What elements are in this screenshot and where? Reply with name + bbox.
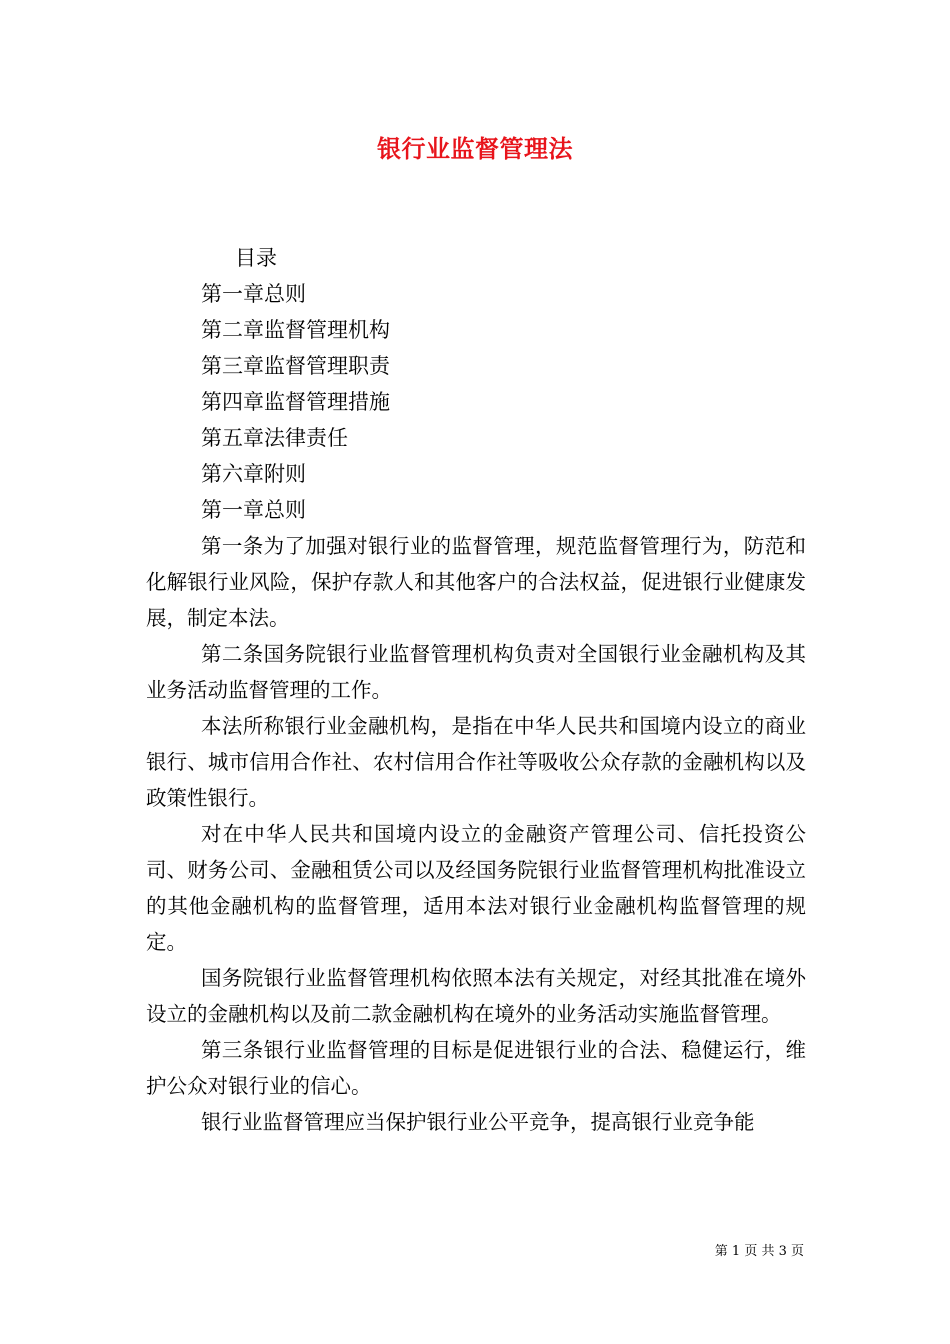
paragraph: 国务院银行业监督管理机构依照本法有关规定，对经其批准在境外设立的金融机构以及前二款金融机构在境外的业务活动实施监督管理。 <box>146 966 806 1026</box>
document-title: 银行业监督管理法 <box>377 134 573 163</box>
paragraph: 第三条银行业监督管理的目标是促进银行业的合法、稳健运行，维护公众对银行业的信心。 <box>146 1038 806 1098</box>
toc-item: 第四章监督管理措施 <box>201 390 390 414</box>
toc-item: 第三章监督管理职责 <box>201 354 390 378</box>
toc-item: 第五章法律责任 <box>201 426 348 450</box>
table-of-contents <box>201 240 821 528</box>
toc-heading: 目录 <box>235 246 277 270</box>
toc-item: 第一章总则 <box>201 282 306 306</box>
document-body <box>146 528 806 1140</box>
page-number-footer: 第 1 页 共 3 页 <box>714 1244 804 1259</box>
paragraph: 对在中华人民共和国境内设立的金融资产管理公司、信托投资公司、财务公司、金融租赁公司以及经国务院银行业监督管理机构批准设立的其他金融机构的监督管理，适用本法对银行业金融机构监督管理的规定。 <box>146 822 806 954</box>
paragraph: 第一条为了加强对银行业的监督管理，规范监督管理行为，防范和化解银行业风险，保护存款人和其他客户的合法权益，促进银行业健康发展，制定本法。 <box>146 534 806 630</box>
paragraph: 银行业监督管理应当保护银行业公平竞争，提高银行业竞争能 <box>201 1110 755 1134</box>
toc-item: 第六章附则 <box>201 462 306 486</box>
toc-item: 第二章监督管理机构 <box>201 318 390 342</box>
paragraph: 第二条国务院银行业监督管理机构负责对全国银行业金融机构及其业务活动监督管理的工作。 <box>146 642 806 702</box>
paragraph: 本法所称银行业金融机构，是指在中华人民共和国境内设立的商业银行、城市信用合作社、农村信用合作社等吸收公众存款的金融机构以及政策性银行。 <box>146 714 806 810</box>
chapter-heading: 第一章总则 <box>201 498 306 522</box>
